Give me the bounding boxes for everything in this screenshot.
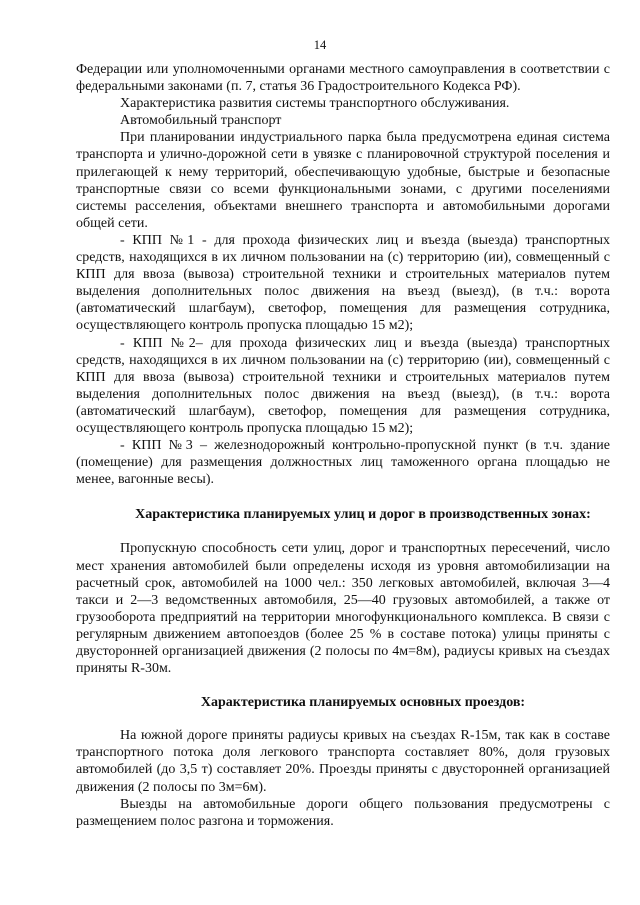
paragraph-auto-transport: Автомобильный транспорт bbox=[120, 113, 282, 129]
paragraph-street-capacity: Пропускную способность сети улиц, дорог и транспортных пересечений, число мест хранения автомобилей были определены исходя из уровня автомобилизации на расчетный срок, автомобилей на 1000 чел.: 350 легковых автомобилей, включая 3—4 такси и 2—3 ведомственных автомобиля, 25—40 грузовых автомобилей, а также от грузооборота предприятий на территории многофункционального комплекса. В связи с регулярным движением автопоездов (более 25 % в составе потока) улицы приняты с двусторонней организацией движения (2 полосы по 4м=8м), радиусы кривых на съездах приняты R-30м. bbox=[76, 541, 610, 677]
paragraph-industrial-park-planning: При планировании индустриального парка была предусмотрена единая система транспорта и улично-дорожной сети в увязке с планировочной структурой поселения и прилегающей к нему территорий, обеспечивающую удобные, быстрые и безопасные транспортные связи со всеми функциональными зонами, с другими поселениями системы расселения, объектами внешнего транспорта и автомобильными дорогами общей сети. bbox=[76, 130, 610, 231]
page-number: 14 bbox=[313, 38, 327, 52]
paragraph-kpp-3: - КПП №3 – железнодорожный контрольно-пропускной пункт (в т.ч. здание (помещение) для размещения должностных лиц таможенного органа площадью не менее, вагонные весы). bbox=[76, 438, 610, 488]
heading-planned-passages: Характеристика планируемых основных проездов: bbox=[200, 695, 526, 711]
document-body bbox=[76, 61, 610, 830]
paragraph-exits: Выезды на автомобильные дороги общего пользования предусмотрены с размещением полос разгона и торможения. bbox=[76, 796, 610, 829]
paragraph-kpp-2: - КПП №2– для прохода физических лиц и въезда (выезда) транспортных средств, находящихся в их личном пользовании на (с) территорию (ии), совмещенный с КПП для ввоза (вывоза) строительной техники и строительных материалов путем выделения дополнительных полос движения на въезд (выезд), (в т.ч.: ворота (автоматический шлагбаум), светофор, помещения для размещения сотрудника, осуществляющего контроль пропуска площадью 15 м2); bbox=[76, 335, 610, 436]
paragraph-south-road: На южной дороге приняты радиусы кривых на съездах R-15м, так как в составе транспортного потока доля легкового транспорта составляет 80%, доля грузовых автомобилей (до 3,5 т) составляет 20%. Проезды приняты с двусторонней организацией движения (2 полосы по 3м=6м). bbox=[76, 728, 610, 795]
paragraph-kpp-1: - КПП №1 - для прохода физических лиц и въезда (выезда) транспортных средств, находящихся в их личном пользовании на (с) территорию (ии), совмещенный с КПП для ввоза (вывоза) строительной техники и строительных материалов путем выделения дополнительных полос движения на въезд (выезд), (в т.ч.: ворота (автоматический шлагбаум), светофор, помещения для размещения сотрудника, осуществляющего контроль пропуска площадью 15 м2); bbox=[76, 232, 610, 334]
heading-planned-streets: Характеристика планируемых улиц и дорог в производственных зонах: bbox=[135, 507, 591, 523]
paragraph-transport-characteristics: Характеристика развития системы транспортного обслуживания. bbox=[120, 96, 510, 112]
paragraph-continuation: Федерации или уполномоченными органами местного самоуправления в соответствии с федеральными законами (п. 7, статья 36 Градостроительного Кодекса РФ). bbox=[76, 62, 610, 95]
